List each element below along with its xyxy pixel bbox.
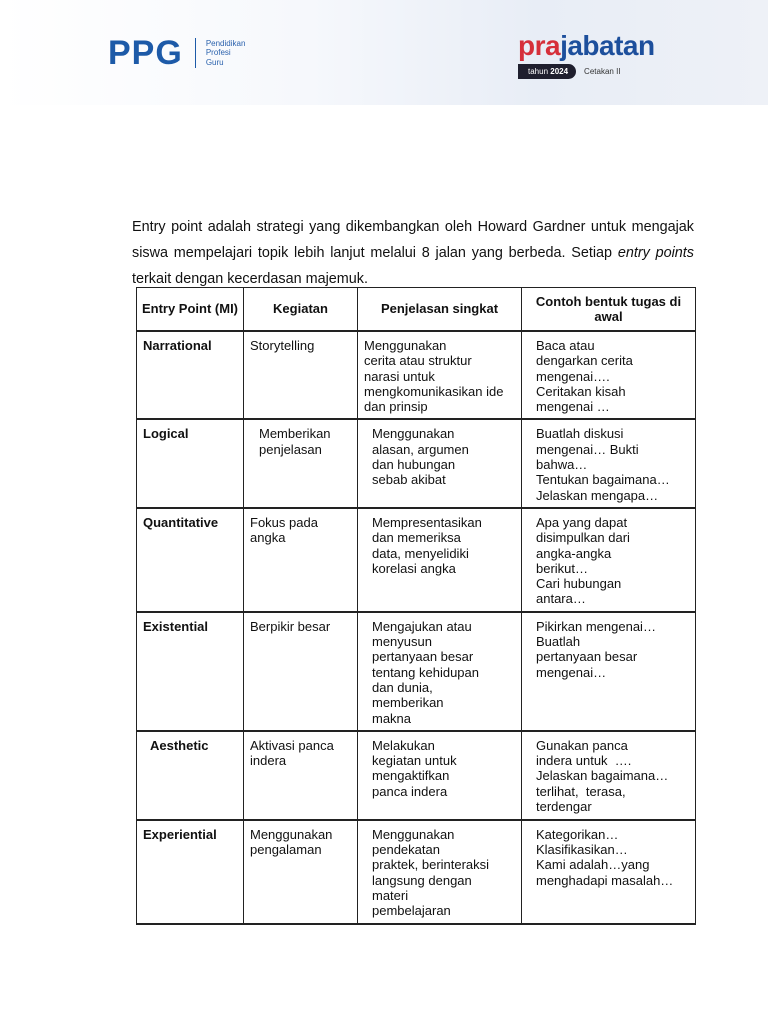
- contoh-cell: Kategorikan… Klasifikasikan… Kami adalah…yang menghadapi masalah…: [522, 820, 696, 924]
- table-row: [137, 419, 696, 507]
- table-header-row: [137, 288, 696, 332]
- entry-point-cell: Aesthetic: [137, 731, 244, 820]
- kegiatan-cell: Berpikir besar: [244, 612, 358, 731]
- contoh-cell: Buatlah diskusi mengenai… Bukti bahwa… Tentukan bagaimana… Jelaskan mengapa…: [522, 419, 696, 507]
- table-row: [137, 612, 696, 731]
- prajabatan-wordmark: prajabatan: [518, 30, 655, 61]
- intro-italic: entry points: [617, 245, 694, 262]
- column-header: Entry Point (MI): [137, 288, 244, 332]
- kegiatan-cell: Fokus pada angka: [244, 508, 358, 612]
- penjelasan-cell: Menggunakan pendekatan praktek, berinteraksi langsung dengan materi pembelajaran: [358, 820, 522, 924]
- penjelasan-cell: Melakukan kegiatan untuk mengaktifkan panca indera: [358, 731, 522, 820]
- kegiatan-cell: Menggunakan pengalaman: [244, 820, 358, 924]
- column-header: Penjelasan singkat: [358, 288, 522, 332]
- year-badge: tahun 2024: [518, 64, 576, 79]
- contoh-cell: Baca atau dengarkan cerita mengenai…. Ceritakan kisah mengenai …: [522, 331, 696, 419]
- column-header: Contoh bentuk tugas di awal: [522, 288, 696, 332]
- ppg-logo: [108, 36, 245, 70]
- entry-point-table: [136, 287, 696, 925]
- edition-label: Cetakan II: [584, 67, 621, 76]
- contoh-cell: Gunakan panca indera untuk …. Jelaskan bagaimana… terlihat, terasa, terdengar: [522, 731, 696, 820]
- contoh-cell: Pikirkan mengenai… Buatlah pertanyaan besar mengenai…: [522, 612, 696, 731]
- penjelasan-cell: Mengajukan atau menyusun pertanyaan besar tentang kehidupan dan dunia, memberikan makna: [358, 612, 522, 731]
- prajabatan-logo: [518, 30, 655, 79]
- entry-point-cell: Quantitative: [137, 508, 244, 612]
- ppg-subtitle-line: Profesi: [205, 48, 231, 58]
- penjelasan-cell: Menggunakan alasan, argumen dan hubungan sebab akibat: [358, 419, 522, 507]
- ppg-subtitle: [206, 39, 246, 68]
- kegiatan-cell: Storytelling: [244, 331, 358, 419]
- ppg-subtitle-line: Pendidikan: [205, 38, 246, 48]
- penjelasan-cell: Menggunakan cerita atau struktur narasi untuk mengkomunikasikan ide dan prinsip: [358, 331, 522, 419]
- entry-point-cell: Experiential: [137, 820, 244, 924]
- penjelasan-cell: Mempresentasikan dan memeriksa data, menyelidiki korelasi angka: [358, 508, 522, 612]
- column-header: Kegiatan: [244, 288, 358, 332]
- entry-point-cell: Logical: [137, 419, 244, 507]
- table-row: [137, 508, 696, 612]
- page-header: [0, 0, 768, 105]
- kegiatan-cell: Aktivasi panca indera: [244, 731, 358, 820]
- contoh-cell: Apa yang dapat disimpulkan dari angka-angka berikut… Cari hubungan antara…: [522, 508, 696, 612]
- table-row: [137, 820, 696, 924]
- kegiatan-cell: Memberikan penjelasan: [244, 419, 358, 507]
- logo-divider: [195, 38, 196, 68]
- table-row: [137, 331, 696, 419]
- table-row: [137, 731, 696, 820]
- entry-point-cell: Existential: [137, 612, 244, 731]
- ppg-logo-text: PPG: [108, 34, 183, 72]
- intro-paragraph: Entry point adalah strategi yang dikembangkan oleh Howard Gardner untuk mengajak siswa mempelajari topik lebih lanjut melalui 8 jalan yang berbeda. Setiap entry points terkait dengan kecerdasan majemuk.: [132, 219, 694, 288]
- entry-point-cell: Narrational: [137, 331, 244, 419]
- ppg-subtitle-line: Guru: [205, 57, 224, 67]
